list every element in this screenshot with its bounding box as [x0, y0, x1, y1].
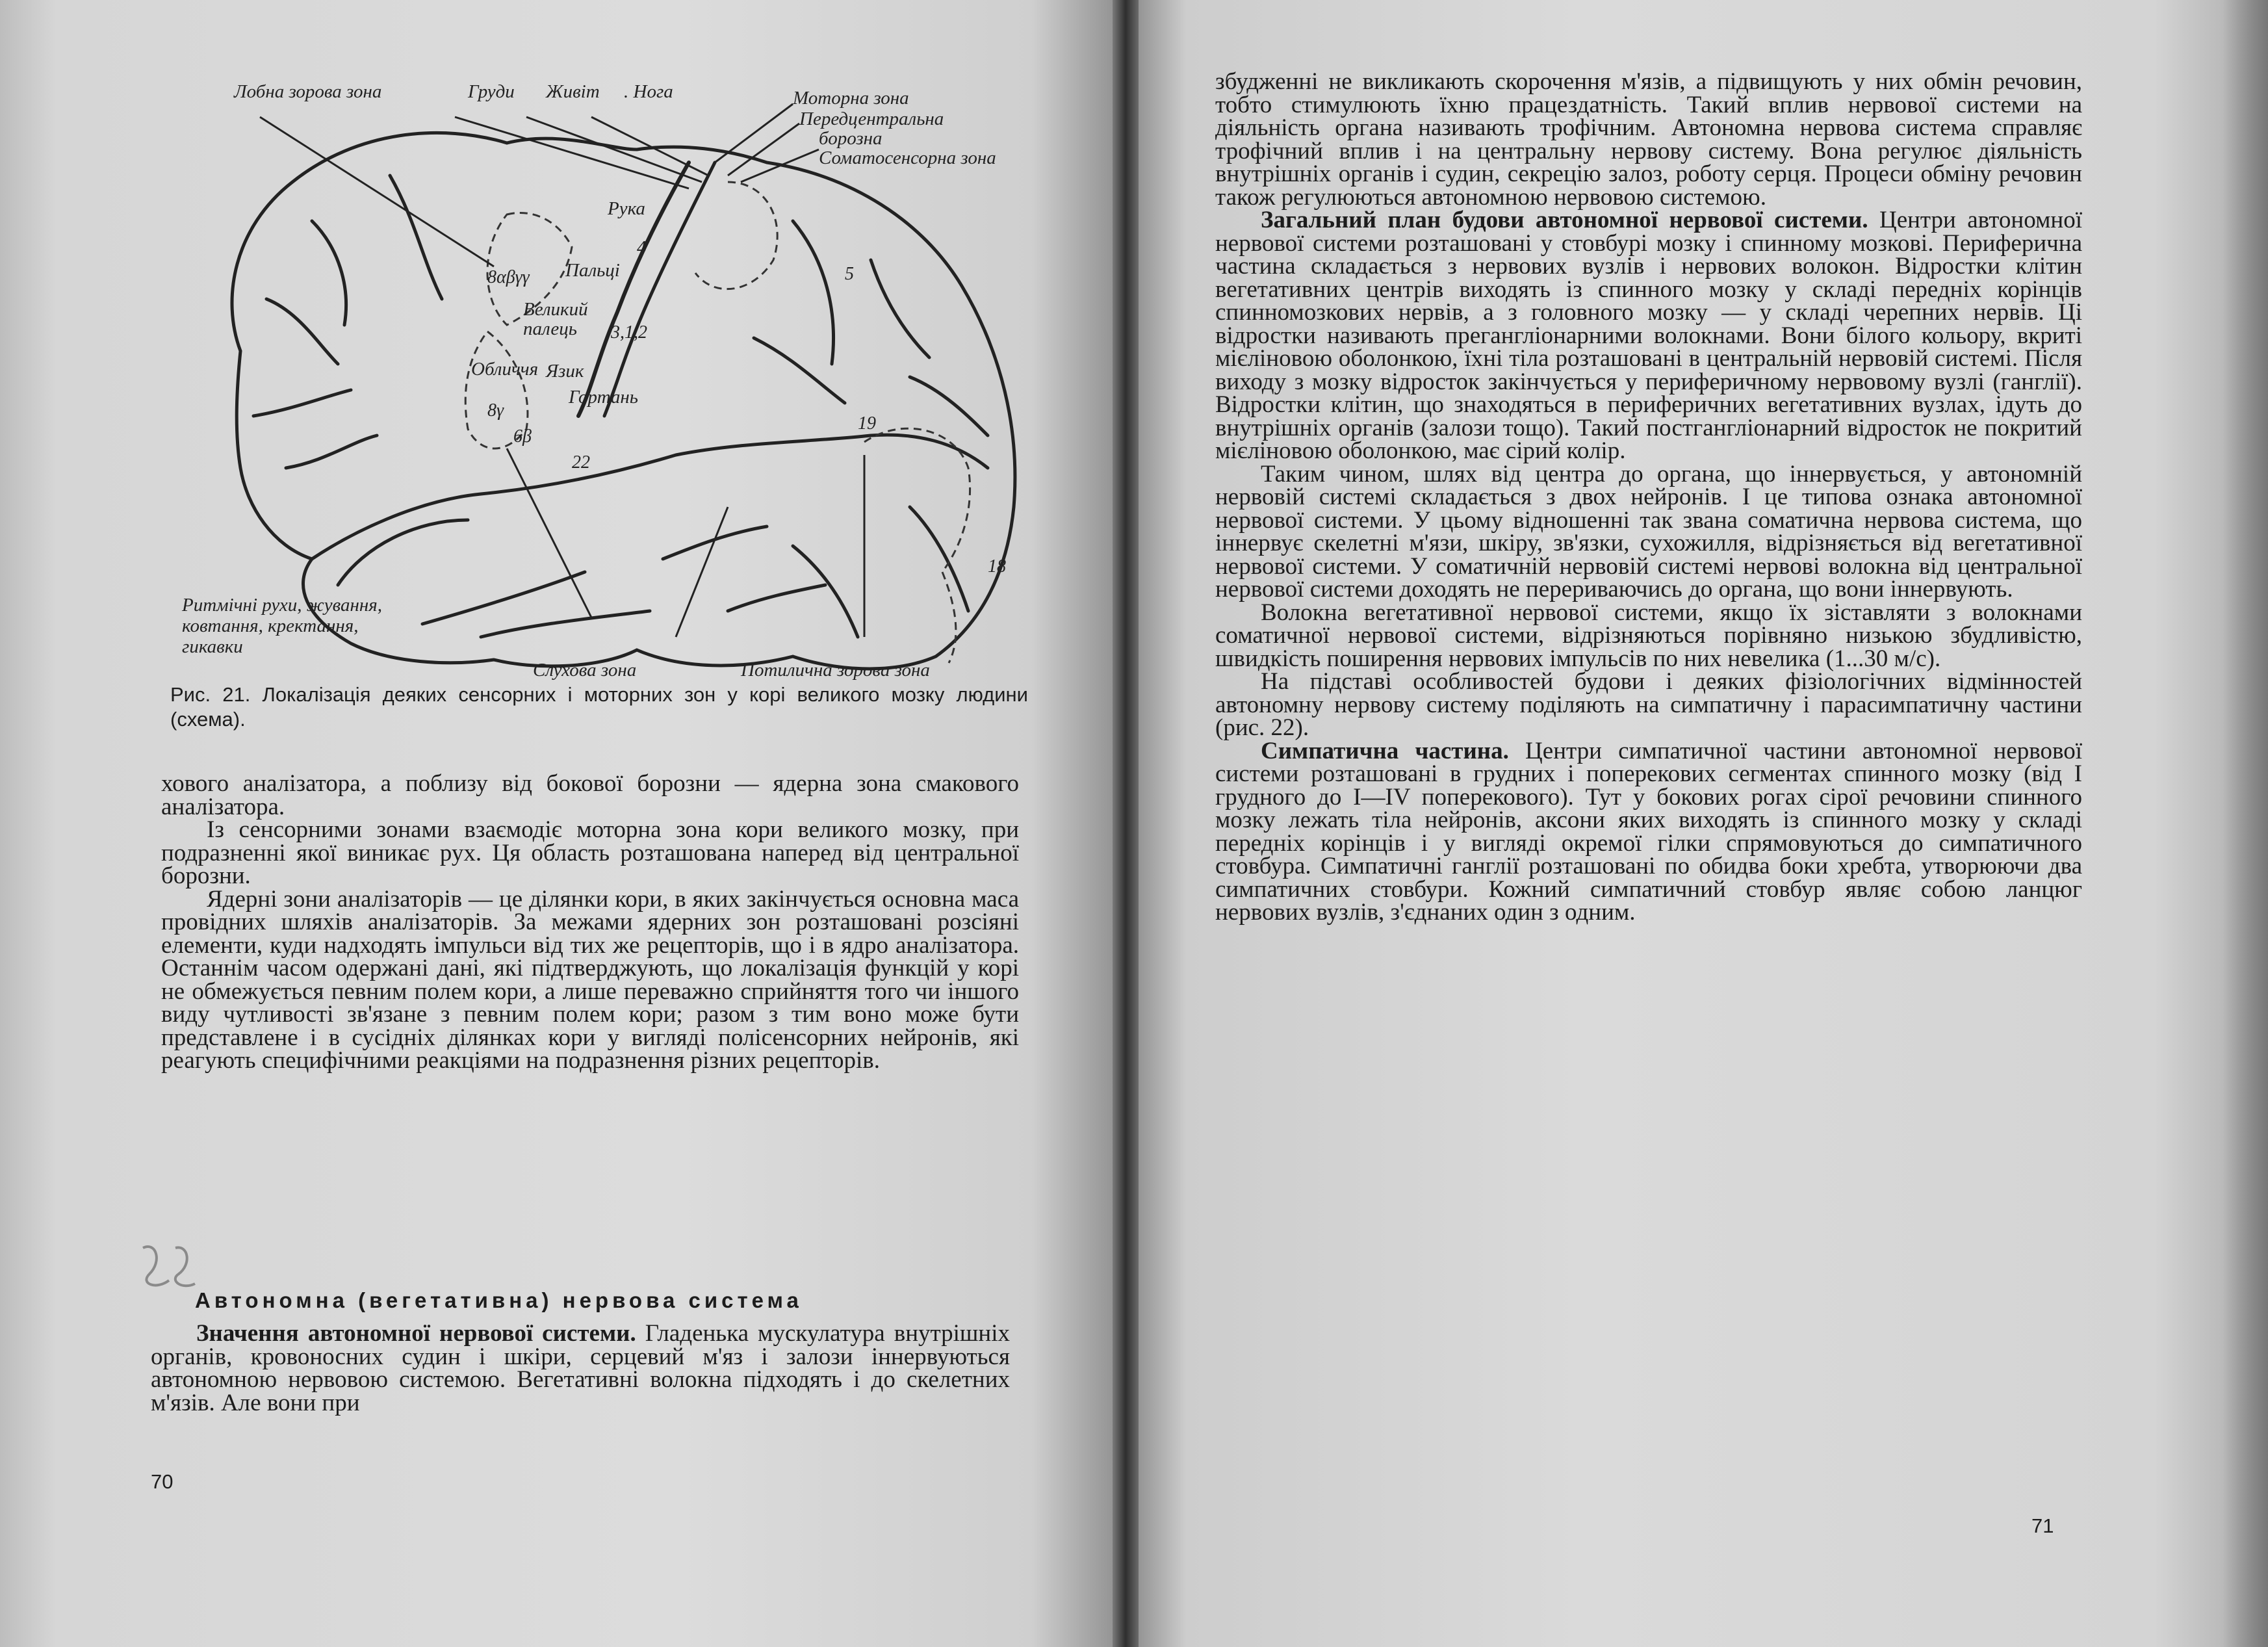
label-lobna: Лобна зорова зона — [234, 81, 382, 102]
figure-caption: Рис. 21. Локалізація деяких сенсорних і моторних зон у корі великого мозку людини (схема). — [170, 683, 1028, 731]
right-paragraph-2 — [1215, 209, 2082, 463]
right-paragraph-4: Волокна вегетативної нервової системи, якщо їх зіставляти з волокнами соматичної нервової системи, відрізняються порівняно низькою збудливістю, швидкість поширення нервових імпульсів по них невелика (1...30 м/с). — [1215, 599, 2082, 672]
left-subsection-title: Значення автономної нервової системи. — [196, 1320, 636, 1347]
zone-borders — [465, 182, 970, 663]
num-19: 19 — [858, 413, 876, 434]
label-rytmichni-2: ковтання, кректання, — [182, 616, 359, 636]
label-motorna: Моторна зона — [793, 88, 909, 109]
section-heading: Автономна (вегетативна) нервова система — [195, 1288, 803, 1312]
num-18: 18 — [988, 556, 1006, 577]
num-8g: 8γ — [487, 400, 504, 421]
label-paltsi: Пальці — [565, 260, 620, 281]
left-subsection-text: Гладенька мускулатура внутрішніх органів, кровоносних судин і шкіри, серцевий м'яз і залози іннервуються автономною нервовою системою. Вегетативні волокна підходять і до скелетних м'язів. Але вони при — [151, 1320, 1010, 1416]
left-page-text — [161, 772, 1019, 1072]
left-subsection — [151, 1322, 1010, 1414]
right-paragraph-1: збудженні не викликають скорочення м'язів, а підвищують у них обмін речовин, тобто стимулюють їхню працездатність. Такий вплив нервової системи на діяльність органа називають трофічним. Автономна нервова система справляє трофічний вплив і на центральну нервову систему. Вона регулює діяльність внутрішніх органів і судин, секрецію залоз, роботу серця. Процеси обміну речовин також регулюються автономною нервовою системою. — [1215, 68, 2082, 211]
brain-diagram — [143, 52, 1040, 689]
right-paragraph-2-title: Загальний план будови автономної нервової системи. — [1261, 207, 1868, 233]
num-6b: 6β — [513, 426, 532, 447]
right-paragraph-6 — [1215, 737, 2082, 926]
num-22: 22 — [572, 452, 590, 473]
left-paragraph-1: хового аналізатора, а поблизу від бокової борозни — ядерна зона смакового аналізатора. — [161, 770, 1019, 820]
label-oblychchia: Обличчя — [471, 359, 539, 380]
book-gutter — [1113, 0, 1139, 1647]
label-velykyi: Великий — [523, 299, 588, 320]
right-page-text — [1215, 70, 2082, 924]
label-slukhova: Слухова зона — [533, 660, 637, 681]
label-potylychna: Потилична зорова зона — [741, 660, 930, 681]
num-5: 5 — [845, 264, 854, 284]
label-peredtsentralna: Передцентральна — [799, 109, 944, 129]
num-4: 4 — [637, 238, 646, 258]
right-paragraph-2-text: Центри автономної нервової системи розташовані у стовбурі мозку і спинному мозкові. Периферична частина складається з нервових вузлів і нервових волокон. Відростки клітин вегетативних центрів виходять із спинного мозку у складі передніх корінців спинномозкових нервів, а з головного мозку — у складі черепних нервів. Ці відростки називають прегангліонарними волокнами. Вони білого кольору, вкриті мієліновою оболонкою, їхні тіла розташовані в центральній нервовій системі. Після виходу з мозку відросток закінчується у периферичному нервовому вузлі (ганглії). Відростки клітин, що знаходяться в периферичних вегетативних вузлах, ідуть до внутрішніх органів (залози тощо). Такий постгангліонарний відросток не покритий мієліновою оболонкою, має сірий колір. — [1215, 207, 2083, 464]
label-somatosensorna: Соматосенсорна зона — [819, 148, 996, 168]
num-8abg: 8αβγγ — [487, 267, 530, 287]
page-number-left: 70 — [151, 1470, 174, 1493]
right-paragraph-6-text: Центри симпатичної частини автономної нервової системи розташовані в грудних і поперекових сегментах спинного мозку (від І грудного до І—IV поперекового). Тут у бокових рогах сірої речовини спинного мозку лежать тіла нейронів, аксони яких виходять із спинного мозку у складі передніх корінців і у вигляді окремої гілки спрямовуються до симпатичного стовбура. Симпатичні ганглії розташовані по обидва боки хребта, утворюючи два симпатичних стовбури. Кожний симпатичний стовбур являє собою ланцюг нервових вузлів, з'єднаних один з одним. — [1215, 737, 2082, 926]
label-rytmichni-3: гикавки — [182, 636, 243, 657]
page-edge-shadow — [2223, 0, 2268, 1647]
label-hortan: Гортань — [569, 387, 638, 408]
right-paragraph-6-title: Симпатична частина. — [1261, 737, 1509, 764]
brain-figure — [143, 52, 1040, 689]
label-yazyk: Язик — [546, 361, 584, 382]
label-zhyvit: Живіт — [546, 81, 600, 102]
label-grudy: Груди — [468, 81, 515, 102]
label-noha: . Нога — [624, 81, 673, 102]
label-peredtsentralna-2: борозна — [819, 128, 883, 149]
num-312: 3,1,2 — [611, 322, 647, 343]
label-velykyi-2: палець — [523, 318, 577, 339]
right-paragraph-3: Таким чином, шлях від центра до органа, що іннервується, у автономній нервовій системі складається з двох нейронів. І це типова ознака автономної нервової системи. У цьому відношенні так звана соматична нервова система, що іннервує скелетні м'язи, шкіру, зв'язки, сухожилля, відрізняється від вегетативної нервової системи. У соматичній нервовій системі нервові волокна від центральної нервової системи доходять не перериваючись до органа, що вони іннервують. — [1215, 460, 2082, 603]
left-subsection-paragraph — [151, 1322, 1010, 1414]
page-number-right: 71 — [2031, 1514, 2054, 1537]
label-rytmichni-1: Ритмічні рухи, жування, — [182, 595, 382, 616]
left-paragraph-3: Ядерні зони аналізаторів — це ділянки кори, в яких закінчується основна маса провідних шляхів аналізаторів. За межами ядерних зон розташовані розсіяні елементи, куди надходять імпульси від тих же рецепторів, що і в ядро аналізатора. Останнім часом одержані дані, які підтверджують, що локалізація функцій у корі не обмежується певним полем кори, а лише переважно сприйняття того чи іншого виду чутливості зв'язане з певним полем кори; разом з тим воно може бути представлене і в сусідніх ділянках кори у вигляді полісенсорних нейронів, які реагують специфічними реакціями на подразнення різних рецепторів. — [161, 885, 1019, 1074]
right-paragraph-5: На підставі особливостей будови і деяких фізіологічних відмінностей автономну нервову систему поділяють на симпатичну і парасимпатичну частини (рис. 22). — [1215, 668, 2082, 741]
left-paragraph-2: Із сенсорними зонами взаємодіє моторна зона кори великого мозку, при подразненні якої виникає рух. Ця область розташована наперед від центральної борозни. — [161, 816, 1019, 889]
label-ruka: Рука — [608, 198, 645, 219]
